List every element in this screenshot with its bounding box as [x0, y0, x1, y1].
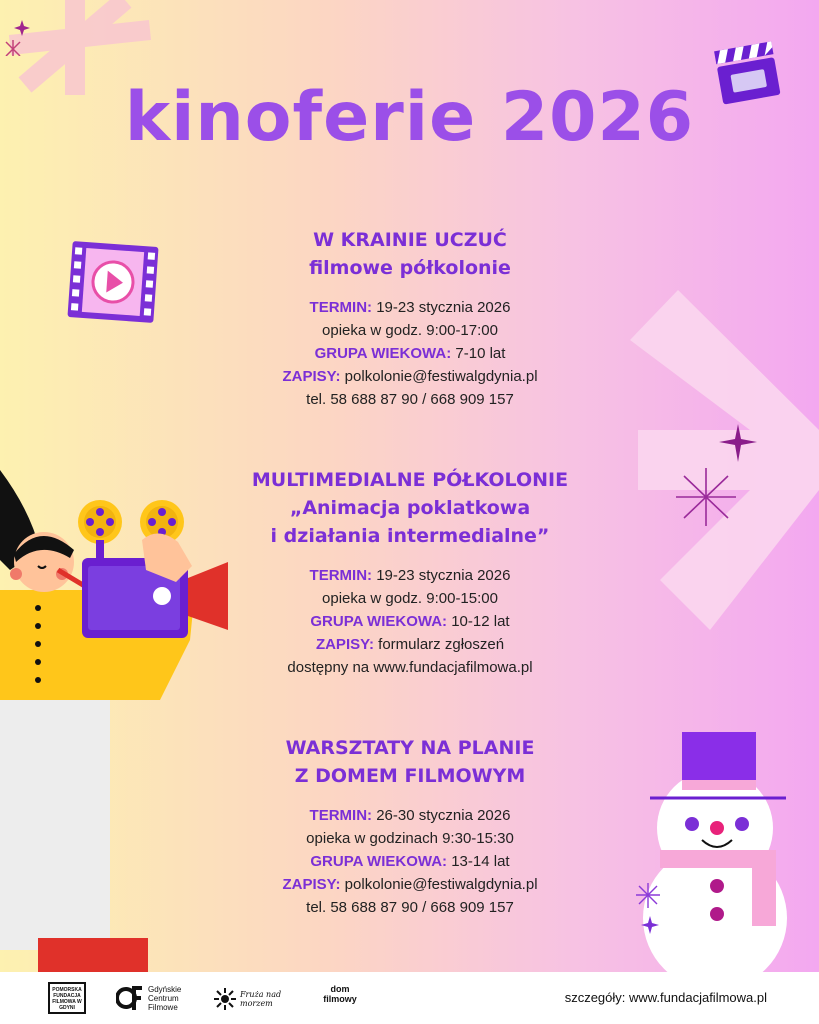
- logo-text: Gdyńskie Centrum Filmowe: [148, 984, 182, 1012]
- info-row-phone: [200, 896, 620, 919]
- poster-title: kinoferie 2026: [124, 78, 695, 157]
- info-email-link[interactable]: polkolonie@festiwalgdynia.pl: [340, 368, 538, 385]
- details-link[interactable]: szczegóły: www.fundacjafilmowa.pl: [564, 990, 767, 1005]
- sponsor-footer: [0, 972, 819, 1024]
- info-value: opieka w godzinach 9:30-15:30: [306, 830, 514, 847]
- info-row-age: [200, 850, 620, 873]
- info-label: GRUPA WIEKOWA:: [310, 853, 448, 870]
- info-row-signup: [200, 633, 620, 656]
- info-value: tel. 58 688 87 90 / 668 909 157: [306, 391, 514, 408]
- info-value: 19-23 stycznia 2026: [372, 299, 511, 316]
- info-label: GRUPA WIEKOWA:: [314, 345, 452, 362]
- logo-text: POMORSKA FUNDACJA FILMOWA W GDYNI: [52, 987, 82, 1011]
- sun-icon: [214, 988, 236, 1010]
- info-value: opieka w godz. 9:00-15:00: [322, 590, 498, 607]
- info-row-hours: [200, 827, 620, 850]
- info-label: GRUPA WIEKOWA:: [310, 613, 448, 630]
- info-value: tel. 58 688 87 90 / 668 909 157: [306, 899, 514, 916]
- info-label: TERMIN:: [309, 807, 373, 824]
- section-info: [200, 296, 620, 411]
- logo-text: Fruża nad morzem: [240, 990, 282, 1008]
- info-label: TERMIN:: [309, 567, 373, 584]
- info-row-hours: [200, 587, 620, 610]
- snowman-illustration: [630, 728, 800, 974]
- info-row-hours: [200, 319, 620, 342]
- event-section-2: [200, 466, 620, 679]
- info-row-signup: [200, 365, 620, 388]
- info-value: 26-30 stycznia 2026: [372, 807, 511, 824]
- info-row-age: [200, 342, 620, 365]
- logo-gdynskie-centrum-filmowe[interactable]: [116, 984, 188, 1012]
- section-subheading: Z DOMEM FILMOWYM: [294, 765, 526, 787]
- info-row-term: [200, 564, 620, 587]
- section-info: [200, 564, 620, 679]
- sparkle-icon: [676, 468, 736, 526]
- info-value: opieka w godz. 9:00-17:00: [322, 322, 498, 339]
- info-row-signup: [200, 873, 620, 896]
- info-label: ZAPISY:: [282, 368, 341, 385]
- sparkle-icon: [715, 422, 761, 464]
- logo-dom-filmowy[interactable]: [320, 984, 360, 1004]
- info-label: TERMIN:: [309, 299, 373, 316]
- info-row-website: [200, 656, 620, 679]
- section-subheading: filmowe półkolonie: [309, 257, 511, 279]
- info-label: ZAPISY:: [282, 876, 341, 893]
- info-value: 10-12 lat: [447, 613, 510, 630]
- sparkle-icon: [4, 16, 34, 56]
- event-section-1: [200, 226, 620, 411]
- info-row-age: [200, 610, 620, 633]
- gcf-mark-icon: [116, 984, 144, 1012]
- film-play-icon: [62, 236, 164, 328]
- info-website-link[interactable]: dostępny na www.fundacjafilmowa.pl: [287, 659, 533, 676]
- info-value: 19-23 stycznia 2026: [372, 567, 511, 584]
- section-heading: WARSZTATY NA PLANIE: [285, 737, 535, 759]
- logo-fruza-nad-morzem[interactable]: [214, 988, 288, 1010]
- section-heading: W KRAINIE UCZUĆ: [313, 229, 507, 251]
- event-section-3: [200, 734, 620, 919]
- section-subheading: „Animacja poklatkowa: [289, 497, 531, 519]
- info-row-term: [200, 296, 620, 319]
- info-row-term: [200, 804, 620, 827]
- section-info: [200, 804, 620, 919]
- info-label: ZAPISY:: [315, 636, 374, 653]
- section-subheading: i działania intermedialne”: [270, 525, 550, 547]
- info-value: 13-14 lat: [447, 853, 510, 870]
- info-row-phone: [200, 388, 620, 411]
- logo-pomorska-fundacja[interactable]: [48, 982, 86, 1014]
- info-email-link[interactable]: polkolonie@festiwalgdynia.pl: [340, 876, 538, 893]
- logo-text: dom filmowy: [323, 984, 357, 1004]
- info-value: formularz zgłoszeń: [374, 636, 505, 653]
- section-heading: MULTIMEDIALNE PÓŁKOLONIE: [251, 469, 569, 491]
- info-value: 7-10 lat: [451, 345, 506, 362]
